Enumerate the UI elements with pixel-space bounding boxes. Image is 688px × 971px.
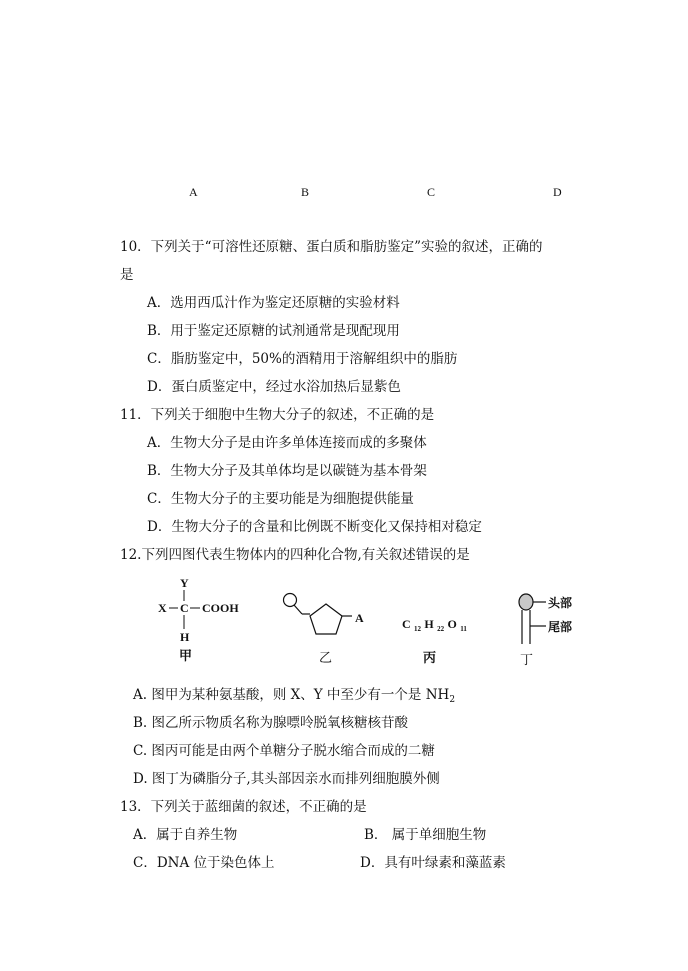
formula-hydrogen-count: 22 — [437, 625, 445, 633]
formula-carbon-count: 12 — [414, 625, 422, 633]
question-10-option-a: A．选用西瓜汁作为鉴定还原糖的实验材料 — [147, 295, 400, 311]
prev-option-label-b: B — [301, 185, 310, 199]
figure-jia-right-group: COOH — [202, 601, 239, 615]
question-10-stem-cont: 是 — [120, 267, 134, 283]
question-11-option-d: D．生物大分子的含量和比例既不断变化又保持相对稳定 — [147, 519, 482, 535]
question-12-option-a — [133, 686, 455, 704]
question-12-stem: 12.下列四图代表生物体内的四种化合物,有关叙述错误的是 — [120, 547, 470, 563]
figure-jia-bottom-group: H — [180, 630, 190, 644]
question-13-option-d: D．具有叶绿素和藻蓝素 — [360, 855, 506, 871]
question-12-option-c: C. 图丙可能是由两个单糖分子脱水缩合而成的二糖 — [133, 743, 435, 759]
formula-oxygen-count: 11 — [460, 625, 467, 633]
question-10-option-b: B．用于鉴定还原糖的试剂通常是现配现用 — [147, 323, 400, 339]
figure-yi-nucleotide — [278, 590, 378, 668]
figure-bing-formula — [398, 610, 468, 668]
figure-ding-phospholipid — [510, 588, 600, 668]
figure-jia-caption: 甲 — [179, 649, 193, 664]
question-13-stem: 13．下列关于蓝细菌的叙述，不正确的是 — [120, 799, 367, 815]
figure-jia-left-group: X — [158, 601, 167, 615]
formula-oxygen: O — [447, 617, 457, 631]
figure-jia-amino-acid — [150, 574, 250, 666]
prev-option-label-c: C — [427, 185, 436, 199]
question-10-option-d: D．蛋白质鉴定中，经过水浴加热后显紫色 — [147, 379, 401, 395]
figure-yi-phosphate-circle — [284, 594, 297, 607]
question-11-option-c: C．生物大分子的主要功能是为细胞提供能量 — [147, 491, 414, 507]
question-13-option-b: B． 属于单细胞生物 — [364, 827, 487, 843]
question-12-option-b: B. 图乙所示物质名称为腺嘌呤脱氧核糖核苷酸 — [133, 715, 409, 731]
figure-yi-pentose-ring — [310, 604, 342, 634]
figure-ding-tail-label: 尾部 — [548, 620, 573, 634]
question-12-option-d: D. 图丁为磷脂分子,其头部因亲水而排列细胞膜外侧 — [133, 771, 440, 787]
figure-yi-phosphate-bond — [294, 605, 302, 614]
prev-option-label-a: A — [189, 185, 198, 199]
question-13-option-a: A．属于自养生物 — [133, 827, 238, 843]
question-13-option-c: C．DNA 位于染色体上 — [133, 855, 275, 871]
formula-hydrogen: H — [424, 617, 434, 631]
figure-bing-caption: 丙 — [423, 651, 437, 666]
svg-text:C 12 H 22 O — [402, 616, 467, 634]
question-11-option-a: A．生物大分子是由许多单体连接而成的多聚体 — [147, 435, 427, 451]
question-11-stem: 11．下列关于细胞中生物大分子的叙述，不正确的是 — [120, 407, 435, 423]
figure-jia-central-carbon: C — [180, 601, 189, 615]
question-10-stem: 10．下列关于“可溶性还原糖、蛋白质和脂肪鉴定”实验的叙述，正确的 — [120, 239, 543, 255]
formula-carbon: C — [402, 617, 411, 631]
figure-ding-head — [519, 594, 533, 610]
figure-jia-top-group: Y — [180, 576, 189, 590]
figure-yi-base-label: A — [355, 611, 364, 625]
question-10-option-c: C．脂肪鉴定中，50%的酒精用于溶解组织中的脂肪 — [147, 351, 458, 367]
figure-ding-caption: 丁 — [520, 653, 534, 668]
question-11-option-b: B．生物大分子及其单体均是以碳链为基本骨架 — [147, 463, 427, 479]
figure-ding-head-label: 头部 — [548, 596, 573, 610]
figure-yi-caption: 乙 — [319, 651, 333, 666]
question-12-option-a-text: A. 图甲为某种氨基酸，则 X、Y 中至少有一个是 NH — [133, 687, 450, 703]
prev-option-label-d: D — [553, 185, 562, 199]
question-12-option-a-subscript: 2 — [449, 695, 456, 705]
